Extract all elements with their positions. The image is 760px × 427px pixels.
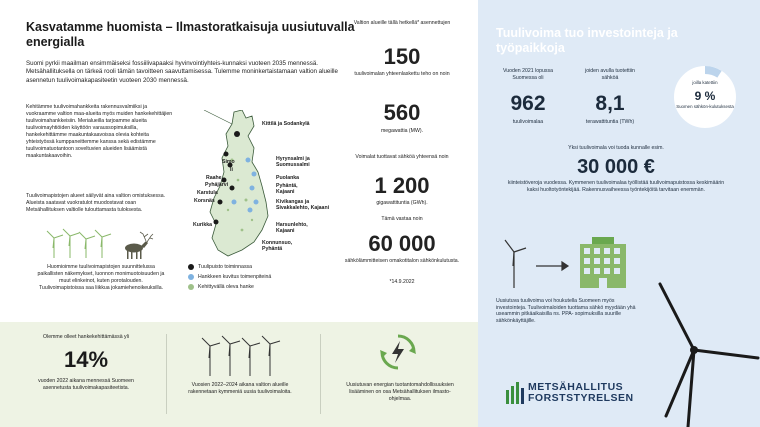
- stat-turbines: 150: [383, 44, 421, 69]
- map-label-harsunlehto: Harsunlehto, Kajaani: [276, 222, 308, 234]
- right-mid-pre: Yksi tuulivoimala voi tuoda kunnalle esim.: [568, 145, 664, 151]
- map-label-raahe: Raahe: [206, 175, 222, 181]
- paragraph-local-views: Huomioimme tuulivoimapistojen suunnittelussa paikallisten näkemykset, luonnon monimuotoisuuden ja muut elinkeinot, kuten porotalouden. Tuulivoimapistoissa saa liikkua jokamiehenoikeuksilla.: [37, 264, 165, 291]
- map-label-korsnas: Korsnäs: [194, 198, 215, 204]
- map-label-pyhanta: Pyhäntä, Kajaani: [276, 183, 298, 195]
- bottom-b1-label: Olemme olleet hankekehittämässä yli: [43, 334, 129, 340]
- map-legend: [188, 262, 271, 292]
- stat-megawatts-label: megawattia (MW).: [380, 127, 424, 134]
- bottom-b3-text: Uusiutuvan energian tuotantomahdollisuuksien lisääminen on osa Metsähallituksen ilmasto-ohjelmaa.: [346, 382, 454, 402]
- map-label-kittila: Kittilä ja Sodankylä: [262, 121, 310, 127]
- stat-megawatts: 560: [383, 99, 421, 125]
- large-turbine-illustration: [636, 240, 760, 427]
- legend-development: Kehittyvällä oleva hanke: [198, 283, 254, 290]
- logo-mark-icon: [506, 382, 524, 404]
- legend-project: Hankkeen kuvitus toimenpiteinä: [198, 273, 272, 280]
- stat-equivalent-pre: Tämä vastaa noin: [381, 216, 423, 223]
- right-stat-share-label: Suomen sähkön-kulutuksesta: [676, 103, 734, 109]
- intro-paragraph: Suomi pyrkii maailman ensimmäiseksi fossiilivapaaksi hyvinvointiyhteis-kunnaksi vuoteen 2035 mennessä. Metsähallituksella on tärkeä rooli tämän tavoitteen saavuttamisessa. Tulemme moninkertaistamaan valtion alueille asennetun tuulivoimakapasiteetin vuoteen 2030 mennessä.: [26, 60, 338, 84]
- metsahallitus-logo: [506, 382, 634, 404]
- renewable-energy-icon: [378, 332, 418, 372]
- map-label-kurikka: Kurikka: [193, 222, 213, 228]
- logo-line-2: FORSTSTYRELSEN: [528, 392, 634, 404]
- right-stat-energy-pre: joiden avulla tuotettiin sähköä: [585, 68, 635, 81]
- bottom-divider-2: [320, 334, 321, 414]
- paragraph-development: Kehitämme tuulivoimahankkeita rakennusvalmiiksi ja vuokraamme valtion maa-alueita myös muiden hankekehittäjien tuulivoimahankkeisiin. Merialueilla tarjoamme alueita tuulivoimayhtiöiden käyttöön varaussopimuksilla, hankekehittämme maakuntakaavoissa olevia kohteita yhteistyössä kumppaneittemme kanssa sekä edistämme tuulivoimatuotantoon soveltuvien alueiden lisäämistä maakuntakaavoihin.: [26, 104, 173, 159]
- bottom-divider-1: [166, 334, 167, 414]
- right-stat-energy-value: 8,1: [595, 92, 625, 116]
- map-label-kivikangas: Kivikangas ja Sivakkalehto, Kajaani: [276, 199, 330, 211]
- map-label-ii: Ii: [230, 167, 233, 173]
- turbine-building-illustration: [496, 234, 636, 290]
- map-label-konnunsuo: Konnunsuo, Pyhäntä: [262, 240, 293, 252]
- right-stat-share-pre: joilla katettiin: [692, 80, 718, 85]
- stat-production-label: Voimalat tuottavat sähköä yhteensä noin: [355, 154, 449, 161]
- legend-development-icon: [188, 284, 194, 290]
- right-stat-turbines: [496, 68, 560, 126]
- center-header: Valtion alueille tällä hetkellä* asennettujen: [353, 20, 451, 26]
- right-stat-energy-label: terawattituntia (TWh): [585, 119, 635, 126]
- paragraph-ownership: Tuulivoimapistojen alueet säilyvät aina valtion omistuksessa. Alueista saatavat vuokratulot muodostavat osan Metsähallituksen valtiolle tulouttamasta tuloksesta.: [26, 193, 166, 213]
- legend-operating: Tuulipuisto toiminnassa: [198, 263, 253, 270]
- bottom-b1-value: 14%: [63, 347, 109, 372]
- footnote-date: *14.9.2022: [389, 278, 415, 285]
- right-stat-share-value: 9 %: [694, 88, 716, 103]
- right-mid-value: 30 000 €: [577, 156, 655, 178]
- logo-line-1: METSÄHALLITUS: [528, 381, 624, 393]
- right-stat-turbines-pre: Vuoden 2021 lopussa Suomessa oli: [503, 68, 553, 81]
- map-label-simo: Simo: [222, 159, 235, 165]
- stat-houses: 60 000: [368, 230, 436, 256]
- stat-gigawatthours: 1 200: [374, 172, 430, 198]
- map-label-hyrynsalmi: Hyrynsalmi ja Suomussalmi: [276, 156, 310, 168]
- right-mid-text: kiinteistöveroja vuodessa. Kymmenen tuulivoimalaa työllistää tuulivoimapuistossa keskimäärin kaksi huoltotyöntekijää. Rakennusvaiheessa työntekijöitä tarvitaan enemmän.: [507, 180, 725, 193]
- bottom-b1-text: vuoden 2022 aikana mennessä Suomeen asennetusta tuulivoimakapasiteetista.: [38, 378, 134, 391]
- bottom-b2-text: Vuosien 2022–2024 aikana valtion alueille rakennetaan kymmeniä uusia tuulivoimaloita.: [188, 382, 292, 395]
- center-stats: [342, 20, 462, 285]
- map-label-karstula: Karstula: [197, 190, 218, 196]
- turbines-reindeer-illustration: [44, 226, 154, 260]
- stat-turbines-label: tuulivoimalan yhteenlaskettu teho on noin: [354, 71, 450, 77]
- map-label-puolanka: Puolanka: [276, 175, 300, 181]
- right-stat-share: [676, 80, 734, 110]
- right-stat-energy: [578, 68, 642, 126]
- right-lower-text: Uusiutuva tuulivoima voi houkutella Suomeen myös investointeja. Tuulivoimaloiden tuottama sähkö myydään yhä useammin pitkäaikaisilla ns. PPA- sopimuksilla suurille sähkönkäyttäjille.: [496, 298, 636, 324]
- turbines-illustration: [196, 334, 286, 378]
- right-title: Tuulivoima tuo investointeja ja työpaikkoja: [496, 26, 678, 55]
- map-label-pyhajarvi: Pyhäjärvi: [205, 182, 229, 188]
- stat-gigawatthours-label: gigawattituntia (GWh).: [376, 199, 428, 206]
- legend-project-icon: [188, 274, 194, 280]
- right-stat-turbines-label: tuulivoimalaa: [512, 119, 544, 126]
- stat-houses-label: sähkölämmitteisen omakotitalon sähkönkulutusta.: [344, 257, 460, 264]
- legend-operating-icon: [188, 264, 194, 270]
- page-title: Kasvatamme huomista – Ilmastoratkaisuja uusiutuvalla energialla: [26, 20, 355, 49]
- right-stat-turbines-value: 962: [510, 92, 546, 116]
